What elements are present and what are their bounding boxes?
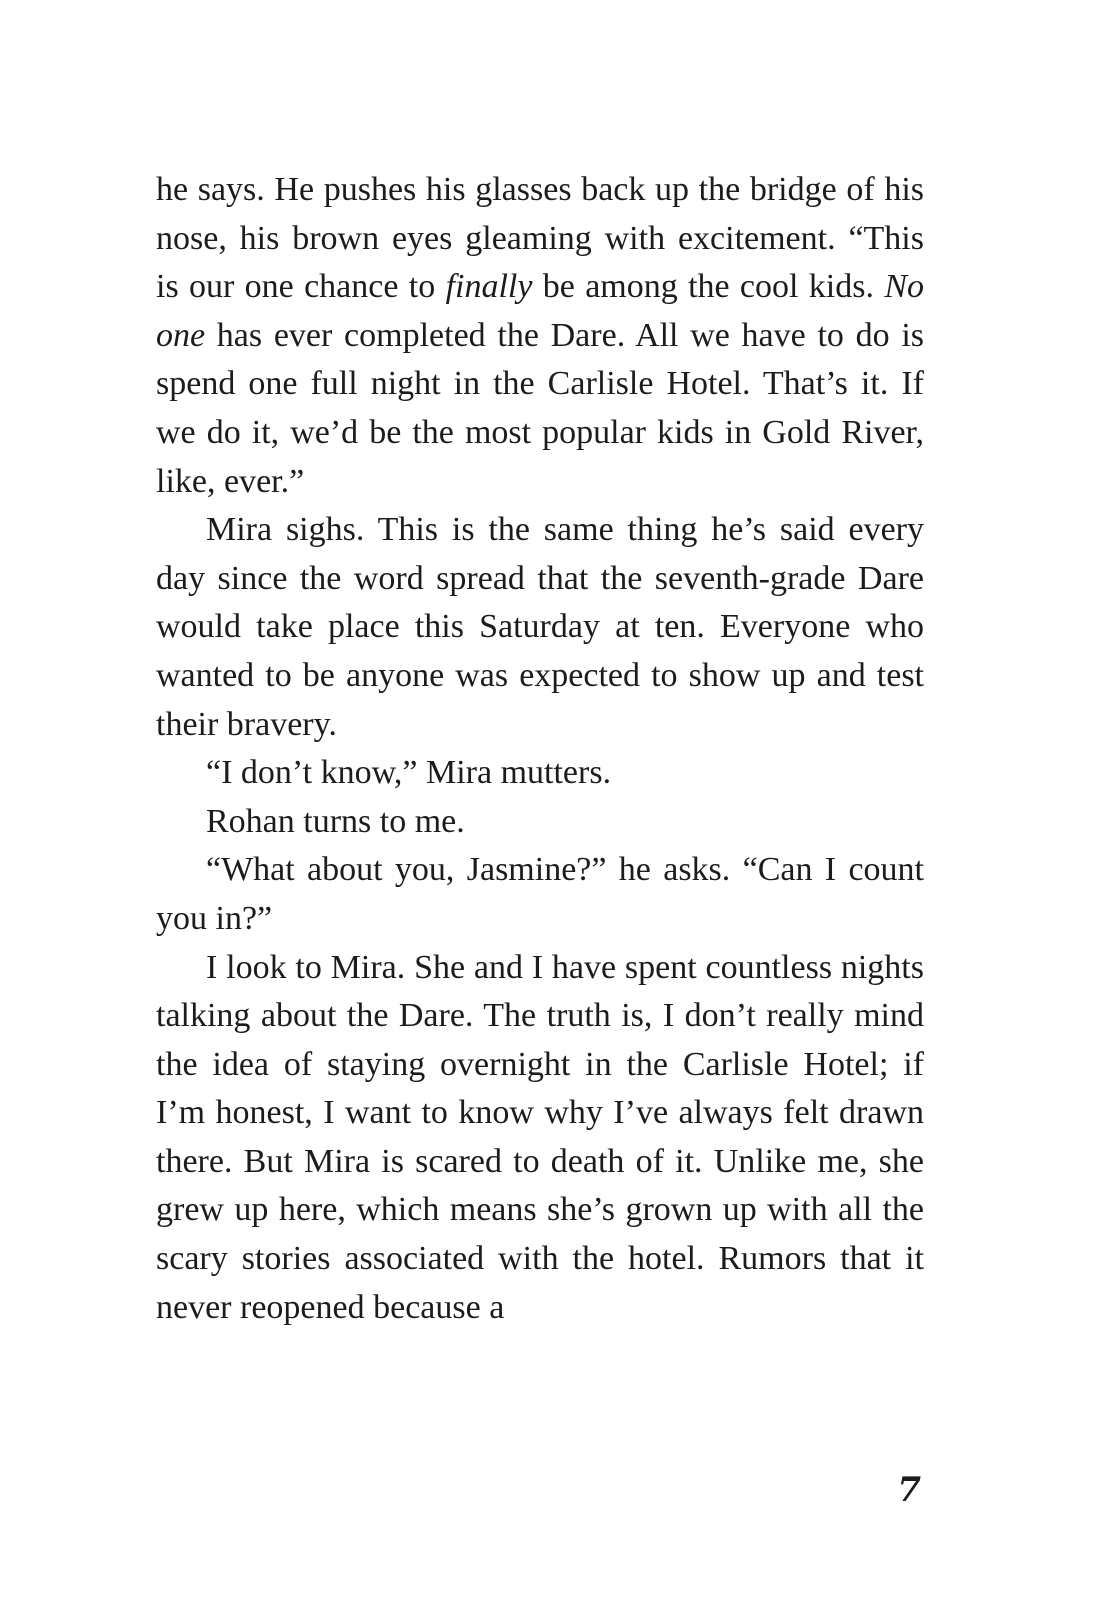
paragraph-2-text: Mira sighs. This is the same thing he’s said every day since the word spread that the seventh-grade Dare would take place this Saturday at ten. Everyone who wanted to be anyone was expected to show up and test their bravery. <box>156 511 924 743</box>
paragraph-1 <box>156 166 924 506</box>
paragraph-6-text: I look to Mira. She and I have spent countless nights talking about the Dare. The truth is, I don’t really mind the idea of staying overnight in the Carlisle Hotel; if I’m honest, I want to know why I’ve always felt drawn there. But Mira is scared to death of it. Unlike me, she grew up here, which means she’s grown up with all the scary stories associated with the hotel. Rumors that it never reopened because a <box>156 948 924 1326</box>
paragraph-1-text-a: he says. He pushes his glasses back up the bridge of his nose, his brown eyes gleaming with excitement. “This is our one chance to <box>156 171 924 306</box>
paragraph-4-text: Rohan turns to me. <box>206 802 465 840</box>
page-number: 7 <box>897 1470 921 1510</box>
paragraph-3-text: “I don’t know,” Mira mutters. <box>206 754 612 792</box>
page-body-text <box>156 166 924 1332</box>
paragraph-1-text-b: be among the cool kids. <box>532 268 885 306</box>
paragraph-3 <box>156 749 924 798</box>
paragraph-5-text: “What about you, Jasmine?” he asks. “Can I count you in?” <box>156 851 924 937</box>
paragraph-2 <box>156 506 924 749</box>
italic-no-one: No one <box>156 268 924 354</box>
paragraph-6 <box>156 944 924 1333</box>
paragraph-4 <box>156 798 924 847</box>
paragraph-1-text-c: has ever completed the Dare. All we have to do is spend one full night in the Carlisle Hotel. That’s it. If we do it, we’d be the most popular kids in Gold River, like, ever.” <box>156 316 924 500</box>
paragraph-5 <box>156 846 924 943</box>
italic-finally: finally <box>445 268 533 306</box>
